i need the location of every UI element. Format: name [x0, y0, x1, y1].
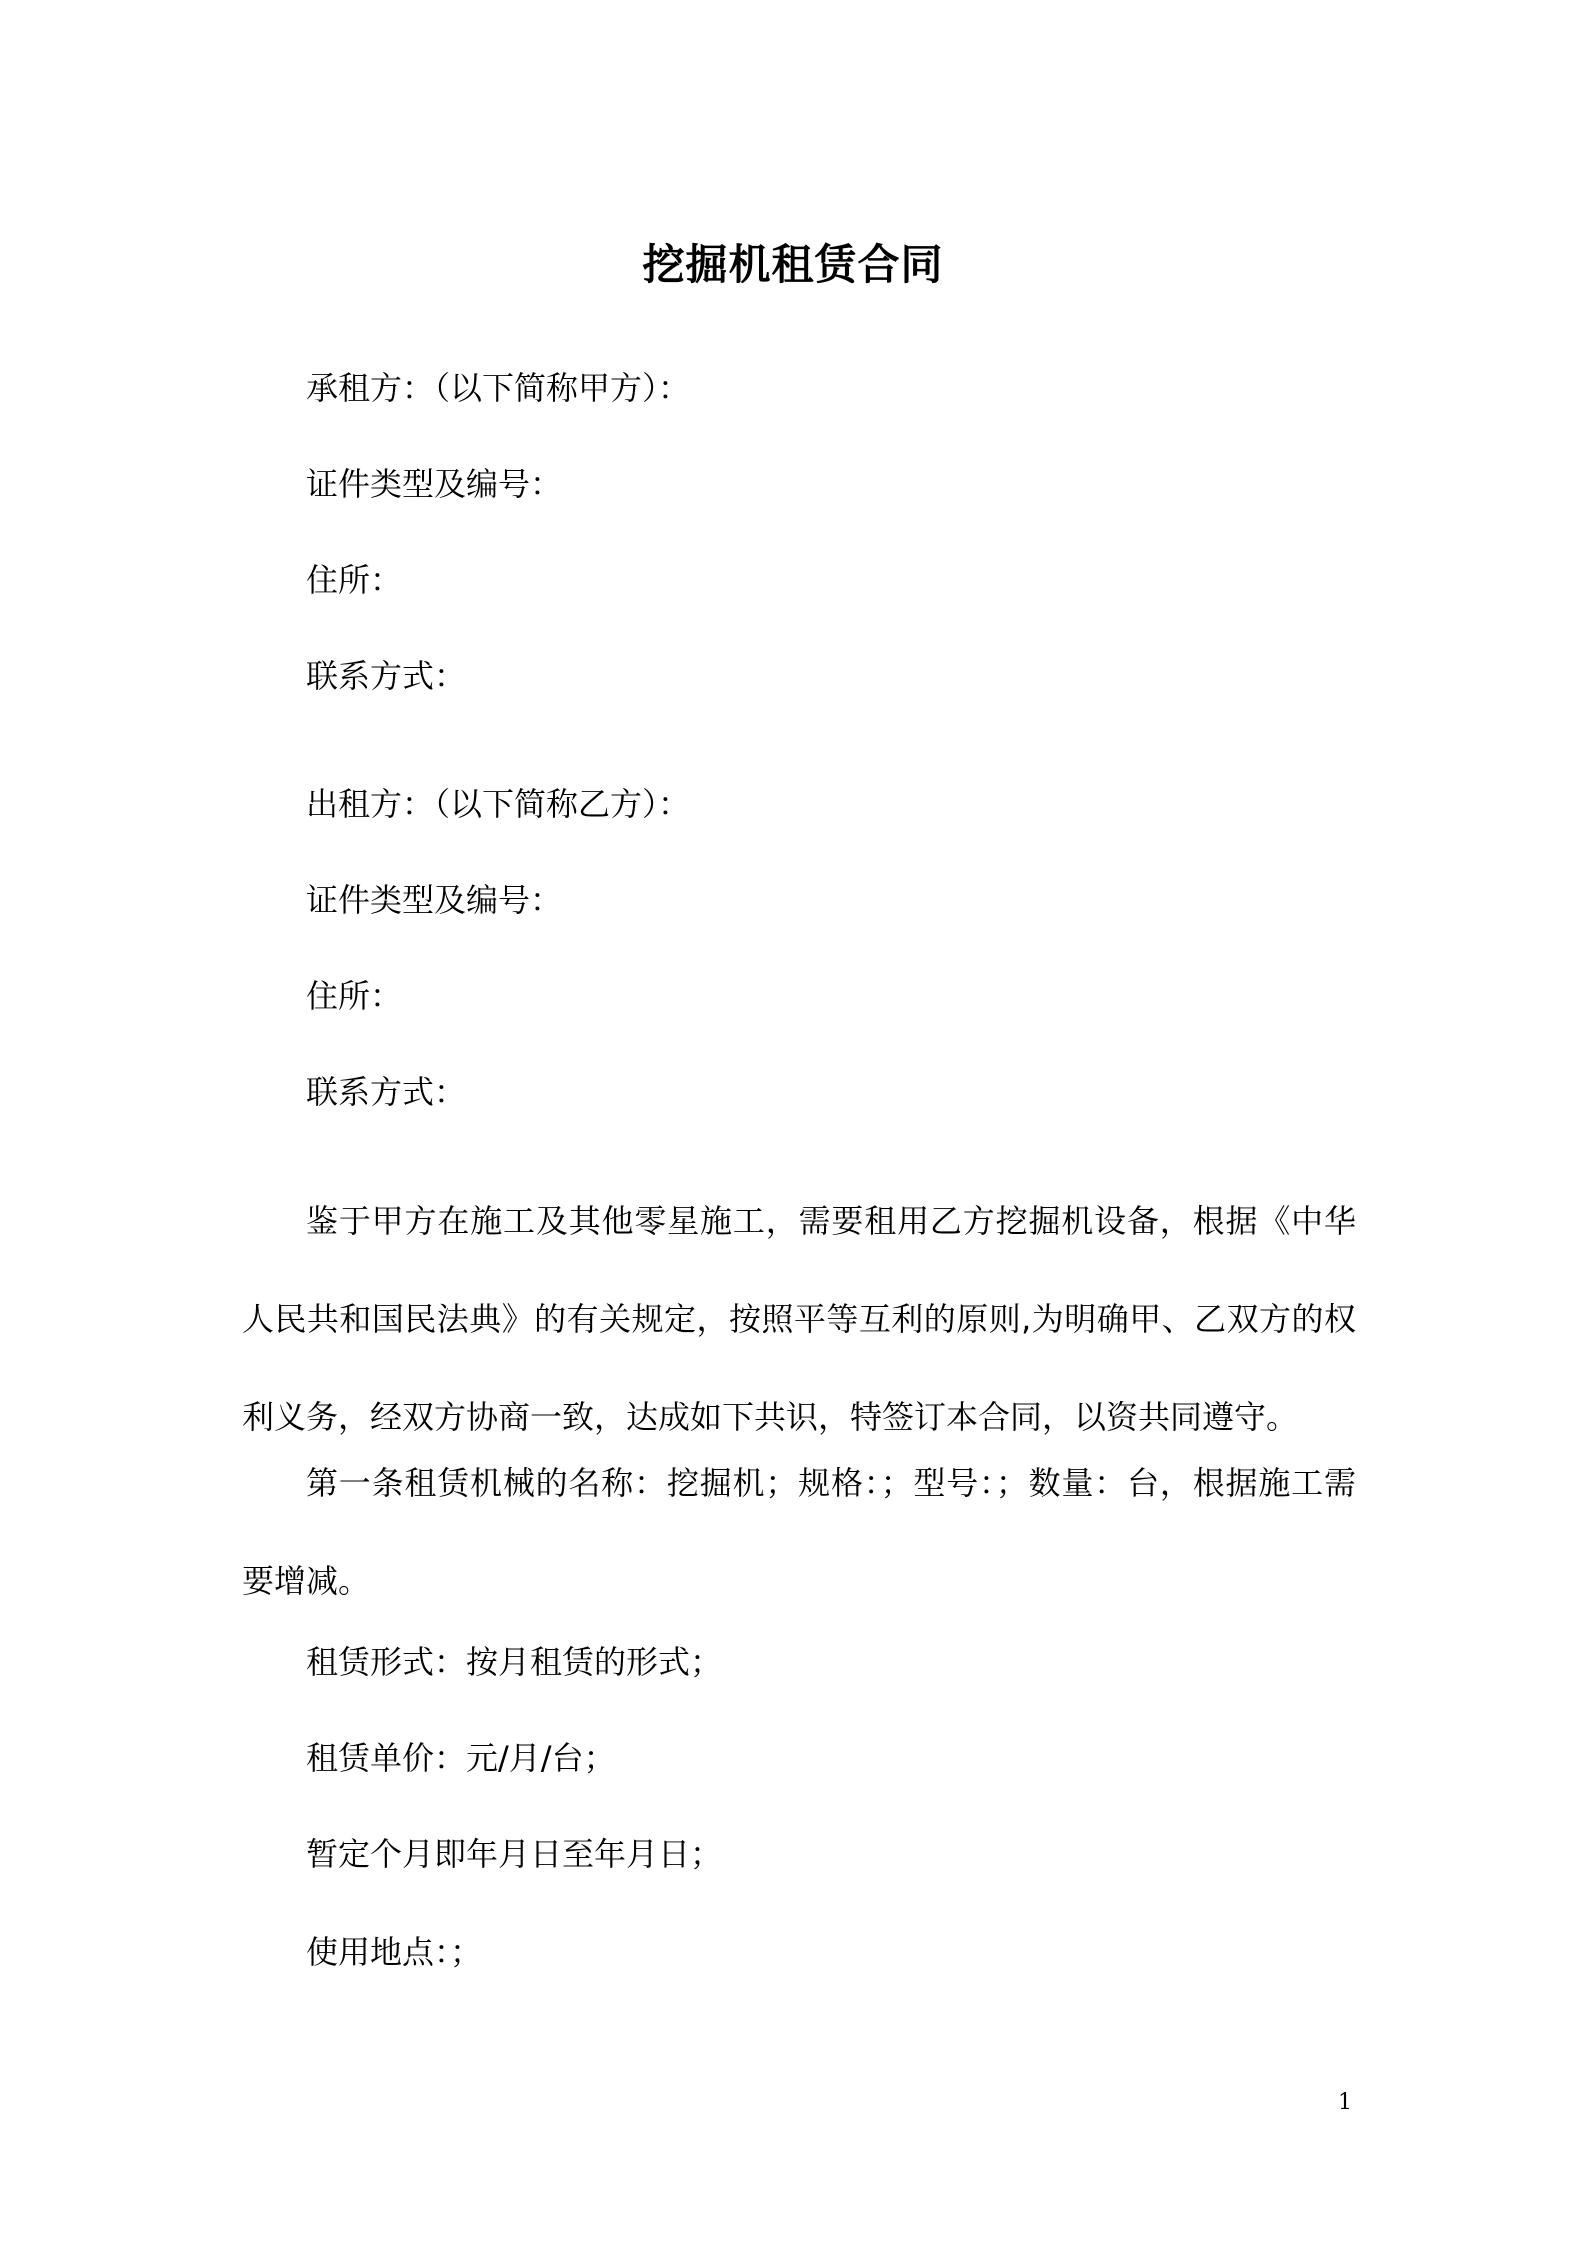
lessor-id-label: 证件类型及编号：	[306, 881, 563, 919]
lessor-contact-label: 联系方式：	[306, 1073, 467, 1111]
lessor-heading: 出租方：（以下简称乙方）：	[306, 785, 691, 823]
lessee-contact-label: 联系方式：	[306, 657, 467, 695]
lease-form-line: 租赁形式：按月租赁的形式；	[306, 1643, 723, 1681]
preamble-paragraph: 鉴于甲方在施工及其他零星施工，需要租用乙方挖掘机设备，根据《中华人民共和国民法典》的有关规定，按照平等互利的原则,为明确甲、乙双方的权利义务，经双方协商一致，达成如下共识，特签订本合同，以资共同遵守。	[242, 1202, 1356, 1436]
lessor-address-label: 住所：	[306, 977, 403, 1015]
document-title: 挖掘机租赁合同	[642, 240, 944, 289]
lessee-address-label: 住所：	[306, 561, 403, 599]
location-line: 使用地点：；	[306, 1933, 483, 1971]
unit-price-line: 租赁单价：元/月/台；	[306, 1739, 616, 1777]
lessee-id-label: 证件类型及编号：	[306, 465, 563, 503]
term-line: 暂定个月即年月日至年月日；	[306, 1835, 723, 1873]
page-number: 1	[1338, 2090, 1352, 2115]
lessee-heading: 承租方：（以下简称甲方）：	[306, 369, 691, 407]
article-1-paragraph: 第一条租赁机械的名称：挖掘机；规格：；型号：；数量：台，根据施工需要增减。	[242, 1464, 1356, 1600]
